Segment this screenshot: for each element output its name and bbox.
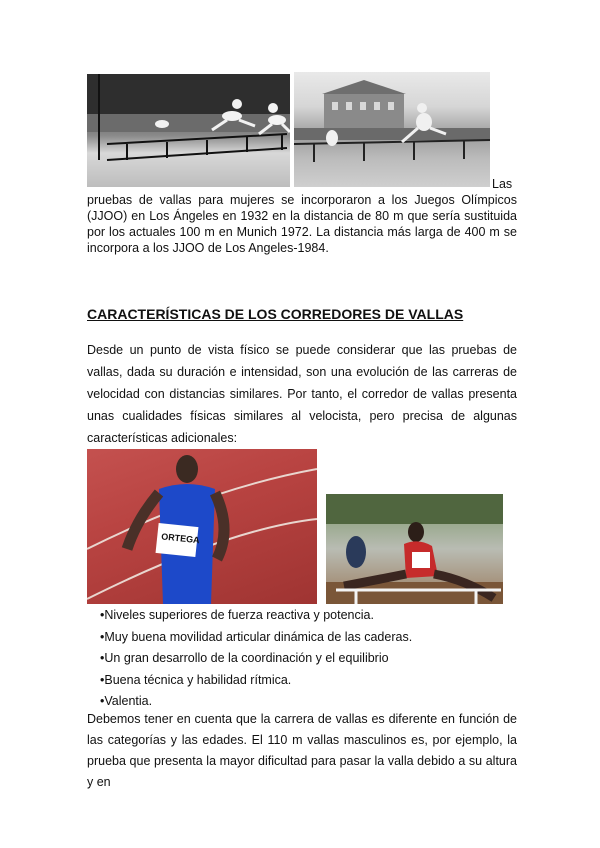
hurdles-scene-graphic xyxy=(87,74,290,187)
bib-label: ORTEGA xyxy=(160,531,201,546)
athlete-hurdling-photo xyxy=(326,494,503,604)
body-paragraph: Desde un punto de vista físico se puede considerar que las pruebas de vallas, dada su duración e intensidad, son una evolución de las carreras de velocidad con distancias similares. Por tanto, el corredor de vallas presenta unas cualidades físicas similares al velocista, pero precisa de algunas características adicionales: xyxy=(87,343,517,445)
section-heading: CARACTERÍSTICAS DE LOS CORREDORES DE VALLAS xyxy=(87,306,464,322)
list-item: •Un gran desarrollo de la coordinación y el equilibrio xyxy=(100,651,389,665)
intro-lead-word: Las xyxy=(492,177,513,191)
list-item: •Niveles superiores de fuerza reactiva y potencia. xyxy=(100,608,374,622)
athlete-ortega-photo xyxy=(87,449,317,604)
characteristics-list xyxy=(100,605,412,713)
list-item: •Buena técnica y habilidad rítmica. xyxy=(100,672,292,687)
hurdles-building-graphic xyxy=(294,72,490,187)
athlete-ortega-graphic xyxy=(87,449,317,604)
closing-paragraph: Debemos tener en cuenta que la carrera de vallas es diferente en función de las categorías y las edades. El 110 m vallas masculinos es, por ejemplo, la prueba que presenta la mayor dificultad para pasar la valla debido a su altura y en xyxy=(87,712,517,789)
athlete-hurdling-graphic xyxy=(326,494,503,604)
intro-paragraph: pruebas de vallas para mujeres se incorporaron a los Juegos Olímpicos (JJOO) en Los Ángeles en 1932 en la distancia de 80 m que sería sustituida por los actuales 100 m en Munich 1972. La distancia más larga de 400 m se incorpora a los JJOO de Los Angeles-1984. xyxy=(87,193,517,255)
list-item: •Valentia. xyxy=(100,694,153,708)
hurdles-historic-photo-1 xyxy=(87,74,290,187)
list-item: •Muy buena movilidad articular dinámica de las caderas. xyxy=(100,629,413,644)
hurdles-historic-photo-2 xyxy=(294,72,490,187)
